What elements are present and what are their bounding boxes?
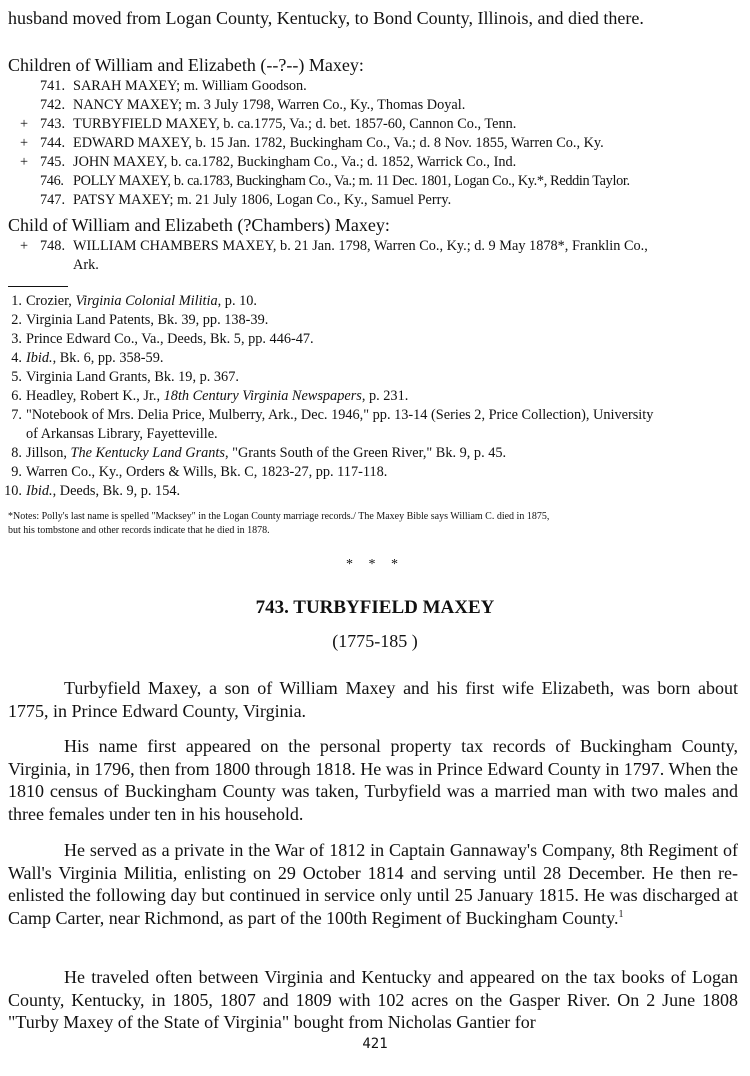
paragraph-body bbox=[8, 839, 738, 929]
child-text: EDWARD MAXEY, b. 15 Jan. 1782, Buckingham Co., Va.; d. 8 Nov. 1855, Warren Co., Ky. bbox=[73, 135, 604, 151]
footnote-title: Ibid. bbox=[26, 483, 53, 499]
footnote-number: 9. bbox=[11, 464, 22, 480]
footnote-text-part: , p. 231. bbox=[361, 388, 409, 404]
child-text: NANCY MAXEY; m. 3 July 1798, Warren Co., Ky., Thomas Doyal. bbox=[73, 97, 466, 113]
child-number: 748. bbox=[40, 238, 66, 254]
article-title: 743. TURBYFIELD MAXEY bbox=[255, 597, 495, 618]
notes-line-2: but his tombstone and other records indicate that he died in 1878. bbox=[8, 525, 270, 536]
footnote-rule bbox=[8, 286, 68, 287]
child-number: 743. bbox=[40, 116, 66, 132]
child-marker: + bbox=[20, 238, 29, 254]
paragraph-text: He served as a private in the War of 1812 in Captain Gannaway's Company, 8th Regiment of Wall's Virginia Militia, enlisting on 29 October 1814 and serving until 28 December. He then re-enlisted the following day but continued in service only until 25 January 1815. He was discharged at Camp Carter, near Richmond, as part of the 100th Regiment of Buckingham County. bbox=[8, 840, 738, 928]
footnote-text bbox=[26, 331, 314, 348]
footnote-text-part: Prince Edward Co., Va., Deeds, Bk. 5, pp. 446-47. bbox=[26, 331, 314, 347]
child-number: 741. bbox=[40, 78, 66, 94]
footnote-title: 18th Century Virginia Newspapers bbox=[163, 388, 362, 404]
child-number: 747. bbox=[40, 192, 66, 208]
child-text: POLLY MAXEY, b. ca.1783, Buckingham Co., Va.; m. 11 Dec. 1801, Logan Co., Ky.*, Reddin Taylor. bbox=[73, 173, 630, 189]
paragraph-text: He traveled often between Virginia and Kentucky and appeared on the tax books of Logan County, Kentucky, in 1805, 1807 and 1809 with 102 acres on the Gasper River. On 2 June 1808 "Turby Maxey of the State of Virginia" bought from Nicholas Gantier for bbox=[8, 967, 738, 1033]
article-dates: (1775-185 ) bbox=[332, 631, 418, 651]
footnote-title: Ibid. bbox=[26, 350, 53, 366]
footnote-title: The Kentucky Land Grants bbox=[70, 445, 225, 461]
footnote-text bbox=[26, 293, 257, 310]
footnote-number: 7. bbox=[11, 407, 22, 423]
footnote-number: 5. bbox=[11, 369, 22, 385]
child-number: 742. bbox=[40, 97, 66, 113]
footnote-text-part: Jillson, bbox=[26, 445, 71, 461]
footnote-text-part: Virginia Land Grants, Bk. 19, p. 367. bbox=[26, 369, 239, 385]
footnote-text bbox=[26, 388, 408, 405]
footnote-number: 1. bbox=[11, 293, 22, 309]
footnote-text bbox=[26, 312, 268, 329]
footnote-text-part: Crozier, bbox=[26, 293, 76, 309]
footnote-text-part: Headley, Robert K., Jr., bbox=[26, 388, 164, 404]
continuation-line: husband moved from Logan County, Kentucky, to Bond County, Illinois, and died there. bbox=[8, 8, 644, 28]
child-text: JOHN MAXEY, b. ca.1782, Buckingham Co., Va.; d. 1852, Warrick Co., Ind. bbox=[73, 154, 517, 170]
footnote-number: 6. bbox=[11, 388, 22, 404]
paragraph-text: His name first appeared on the personal property tax records of Buckingham County, Virginia, in 1796, then from 1800 through 1818. He was in Prince Edward County in 1797. When the 1810 census of Buckingham County was taken, Turbyfield was a married man with two males and three females under ten in his household. bbox=[8, 736, 738, 824]
child-number: 744. bbox=[40, 135, 66, 151]
notes-line-1: *Notes: Polly's last name is spelled "Macksey" in the Logan County marriage records./ The Maxey Bible says William C. died in 1875, bbox=[8, 511, 550, 522]
child-text-continuation: Ark. bbox=[73, 257, 99, 273]
footnote-ref: 1 bbox=[618, 908, 624, 920]
footnote-text-part: Warren Co., Ky., Orders & Wills, Bk. C, 1823-27, pp. 117-118. bbox=[26, 464, 388, 480]
footnote-text-part: , p. 10. bbox=[217, 293, 257, 309]
child-marker: + bbox=[20, 135, 29, 151]
footnote-number: 10. bbox=[4, 483, 22, 499]
footnote-text bbox=[26, 350, 163, 367]
footnote-text-part: , Bk. 6, pp. 358-59. bbox=[52, 350, 164, 366]
footnote-text-part: Virginia Land Patents, Bk. 39, pp. 138-39. bbox=[26, 312, 269, 328]
section-separator: * * * bbox=[346, 557, 404, 572]
children-heading-2: Child of William and Elizabeth (?Chambers) Maxey: bbox=[8, 215, 390, 235]
footnote-text-part: , "Grants South of the Green River," Bk. 9, p. 45. bbox=[224, 445, 507, 461]
footnote-text-part: , Deeds, Bk. 9, p. 154. bbox=[52, 483, 181, 499]
footnote-text bbox=[26, 483, 180, 500]
footnote-text-part: "Notebook of Mrs. Delia Price, Mulberry, Ark., Dec. 1946," pp. 13-14 (Series 2, Price Collection), University bbox=[26, 407, 654, 423]
footnote-text bbox=[26, 445, 506, 462]
paragraph-1 bbox=[8, 677, 738, 722]
paragraph-text: Turbyfield Maxey, a son of William Maxey and his first wife Elizabeth, was born about 1775, in Prince Edward County, Virginia. bbox=[8, 678, 738, 721]
footnote-number: 3. bbox=[11, 331, 22, 347]
footnote-number: 8. bbox=[11, 445, 22, 461]
child-number: 746. bbox=[40, 173, 64, 189]
footnote-text bbox=[26, 464, 387, 481]
child-text: SARAH MAXEY; m. William Goodson. bbox=[73, 78, 307, 94]
child-text: TURBYFIELD MAXEY, b. ca.1775, Va.; d. bet. 1857-60, Cannon Co., Tenn. bbox=[73, 116, 517, 132]
child-marker: + bbox=[20, 116, 29, 132]
footnote-continuation: of Arkansas Library, Fayetteville. bbox=[26, 426, 218, 442]
footnote-title: Virginia Colonial Militia bbox=[75, 293, 218, 309]
paragraph-4 bbox=[8, 966, 738, 1034]
footnote-text bbox=[26, 369, 239, 386]
children-heading-1: Children of William and Elizabeth (--?--) Maxey: bbox=[8, 55, 364, 75]
footnote-number: 2. bbox=[11, 312, 22, 328]
paragraph-2 bbox=[8, 735, 738, 825]
page-number: 421 bbox=[362, 1036, 388, 1052]
child-number: 745. bbox=[40, 154, 66, 170]
child-text: PATSY MAXEY; m. 21 July 1806, Logan Co., Ky., Samuel Perry. bbox=[73, 192, 452, 208]
paragraph-3 bbox=[8, 839, 738, 929]
footnote-number: 4. bbox=[11, 350, 22, 366]
child-text: WILLIAM CHAMBERS MAXEY, b. 21 Jan. 1798, Warren Co., Ky.; d. 9 May 1878*, Franklin Co., bbox=[73, 238, 648, 254]
child-marker: + bbox=[20, 154, 29, 170]
footnote-text bbox=[26, 407, 653, 424]
